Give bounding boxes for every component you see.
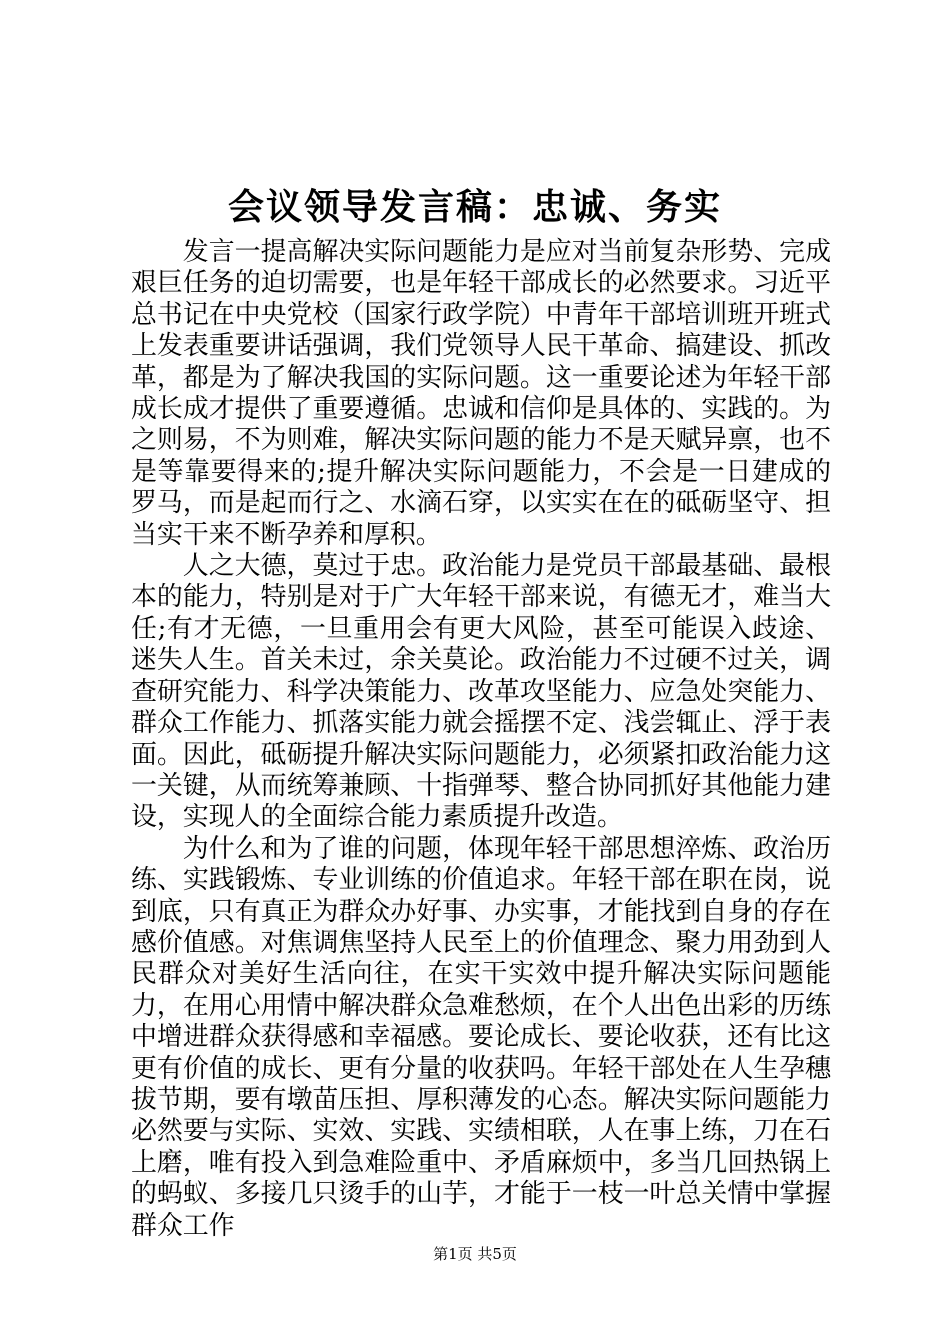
document-body — [131, 237, 831, 1242]
page-footer — [0, 1244, 950, 1264]
paragraph-2: 人之大德，莫过于忠。政治能力是党员干部最基础、最根本的能力，特别是对于广大年轻干部来说，有德无才，难当大任;有才无德，一旦重用会有更大风险，甚至可能误入歧途、迷失人生。首关未过，余关莫论。政治能力不过硬不过关，调查研究能力、科学决策能力、改革攻坚能力、应急处突能力、群众工作能力、抓落实能力就会摇摆不定、浅尝辄止、浮于表面。因此，砥砺提升解决实际问题能力，必须紧扣政治能力这一关键，从而统筹兼顾、十指弹琴、整合协同抓好其他能力建设，实现人的全面综合能力素质提升改造。 — [131, 551, 831, 833]
page-number-label: 第1页 共5页 — [433, 1245, 517, 1263]
paragraph-1: 发言一提高解决实际问题能力是应对当前复杂形势、完成艰巨任务的迫切需要，也是年轻干部成长的必然要求。习近平总书记在中央党校（国家行政学院）中青年干部培训班开班式上发表重要讲话强调，我们党领导人民干革命、搞建设、抓改革，都是为了解决我国的实际问题。这一重要论述为年轻干部成长成才提供了重要遵循。忠诚和信仰是具体的、实践的。为之则易，不为则难，解决实际问题的能力不是天赋异禀，也不是等靠要得来的;提升解决实际问题能力，不会是一日建成的罗马，而是起而行之、水滴石穿，以实实在在的砥砺坚守、担当实干来不断孕养和厚积。 — [131, 237, 831, 550]
document-title: 会议领导发言稿：忠诚、务实 — [227, 187, 722, 228]
paragraph-3: 为什么和为了谁的问题，体现年轻干部思想淬炼、政治历练、实践锻炼、专业训练的价值追求。年轻干部在职在岗，说到底，只有真正为群众办好事、办实事，才能找到自身的存在感价值感。对焦调焦坚持人民至上的价值理念、聚力用劲到人民群众对美好生活向往，在实干实效中提升解决实际问题能力，在用心用情中解决群众急难愁烦，在个人出色出彩的历练中增进群众获得感和幸福感。要论成长、要论收获，还有比这更有价值的成长、更有分量的收获吗。年轻干部处在人生孕穗拔节期，要有墩苗压担、厚积薄发的心态。解决实际问题能力必然要与实际、实效、实践、实绩相联，人在事上练，刀在石上磨，唯有投入到急难险重中、矛盾麻烦中，多当几回热锅上的蚂蚁、多接几只烫手的山芋，才能于一枝一叶总关情中掌握群众工作 — [131, 833, 831, 1241]
